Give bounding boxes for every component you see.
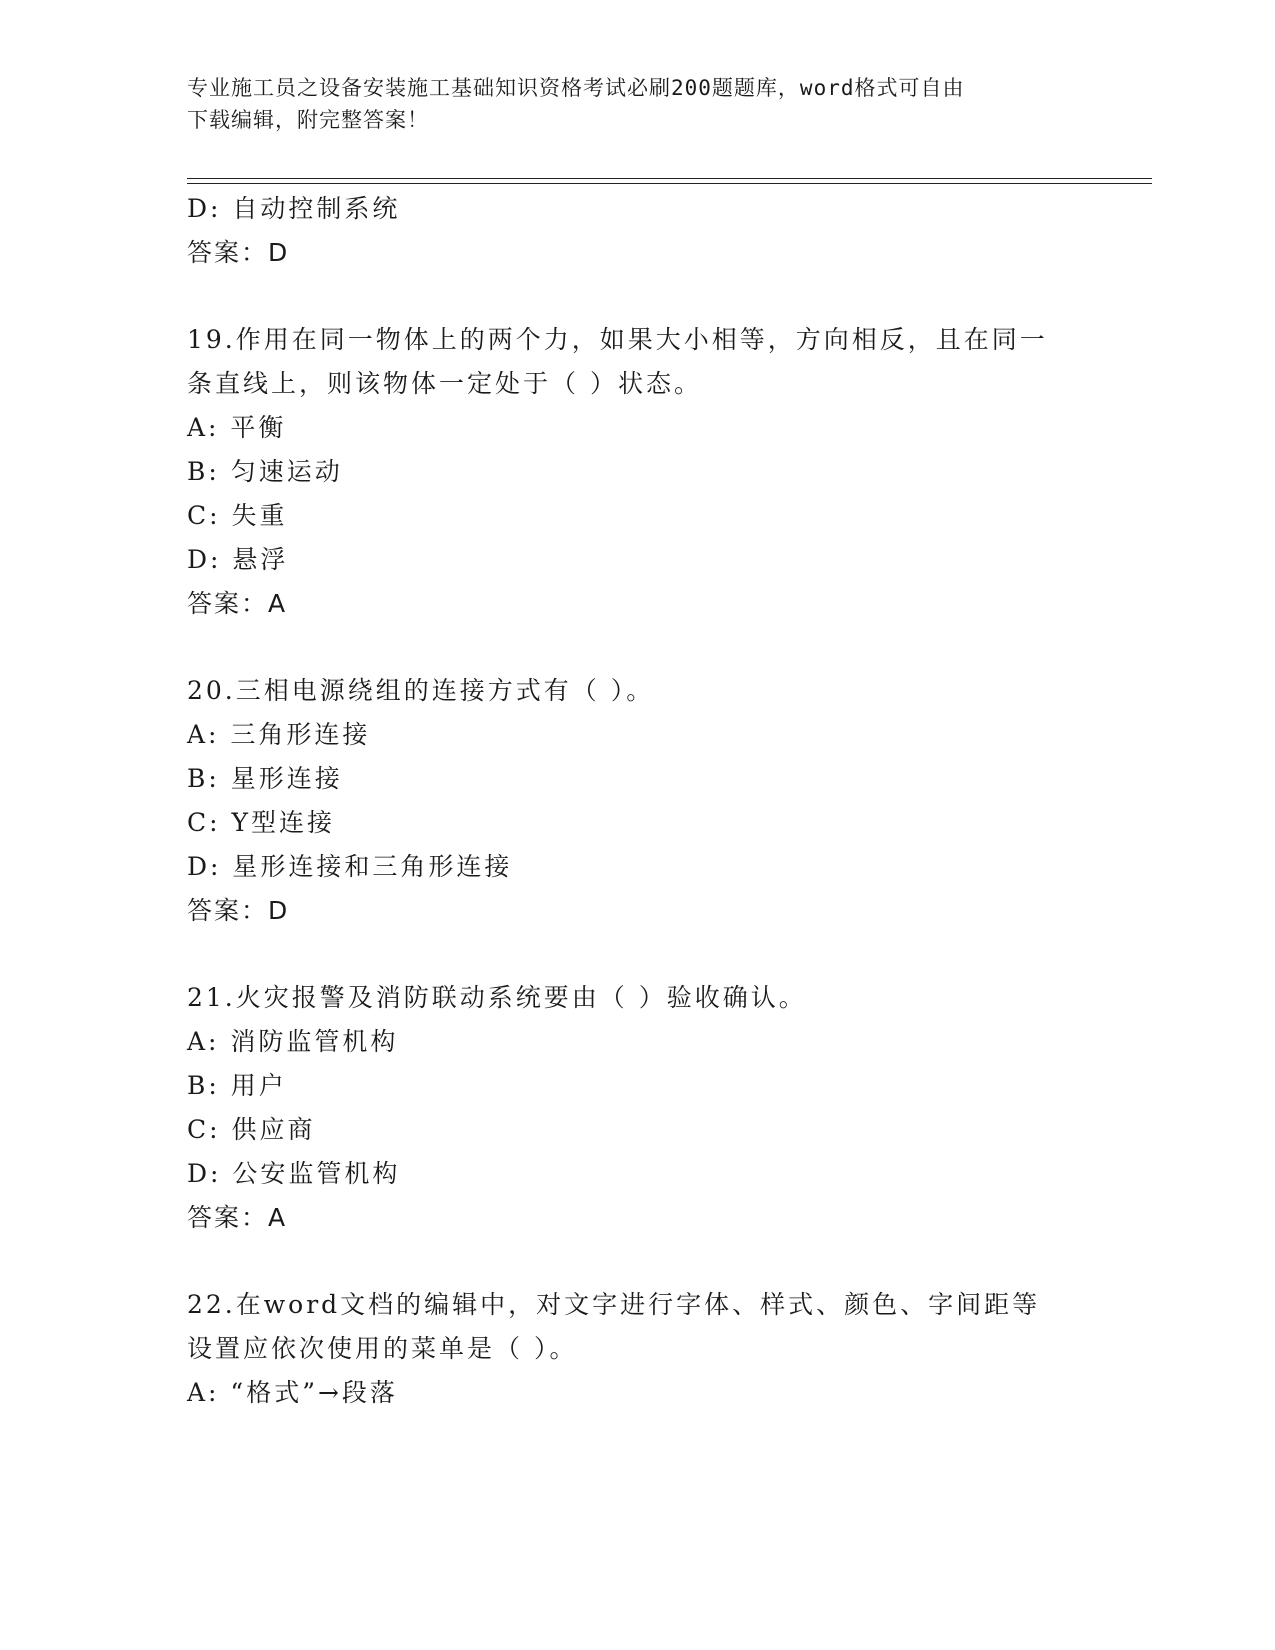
answer-line: 答案：A: [187, 1203, 288, 1232]
answer-line: 答案：D: [187, 238, 290, 267]
option-line: C: 供应商: [187, 1115, 316, 1144]
question-19-line-2: 条直线上，则该物体一定处于（ ）状态。: [187, 369, 702, 398]
question-19-line-1: 19.作用在同一物体上的两个力，如果大小相等，方向相反，且在同一: [187, 325, 1048, 354]
question-22-line-2: 设置应依次使用的菜单是（ ）。: [187, 1334, 578, 1363]
header-line-2: 下载编辑，附完整答案！: [187, 108, 429, 132]
option-line: C: Y型连接: [187, 808, 336, 837]
question-21: 21.火灾报警及消防联动系统要由（ ）验收确认。: [187, 983, 807, 1012]
header-divider: [187, 178, 1152, 184]
option-line: B: 匀速运动: [187, 457, 343, 486]
option-line: D: 公安监管机构: [187, 1159, 401, 1188]
option-line: D: 自动控制系统: [187, 194, 401, 223]
option-line: B: 星形连接: [187, 764, 343, 793]
header-line-1: 专业施工员之设备安装施工基础知识资格考试必刷200题题库，word格式可自由: [187, 76, 965, 100]
option-line: D: 悬浮: [187, 545, 289, 574]
option-line: B: 用户: [187, 1071, 287, 1100]
question-22-line-1: 22.在word文档的编辑中，对文字进行字体、样式、颜色、字间距等: [187, 1290, 1041, 1319]
answer-line: 答案：A: [187, 589, 288, 618]
option-line: A: 平衡: [187, 413, 287, 442]
option-line: C: 失重: [187, 501, 288, 530]
document-header: [187, 72, 1067, 136]
option-line: A: “格式”→段落: [187, 1378, 398, 1407]
option-line: A: 三角形连接: [187, 720, 371, 749]
answer-line: 答案：D: [187, 896, 290, 925]
option-line: A: 消防监管机构: [187, 1027, 399, 1056]
option-line: D: 星形连接和三角形连接: [187, 852, 513, 881]
question-20: 20.三相电源绕组的连接方式有（ ）。: [187, 676, 655, 705]
